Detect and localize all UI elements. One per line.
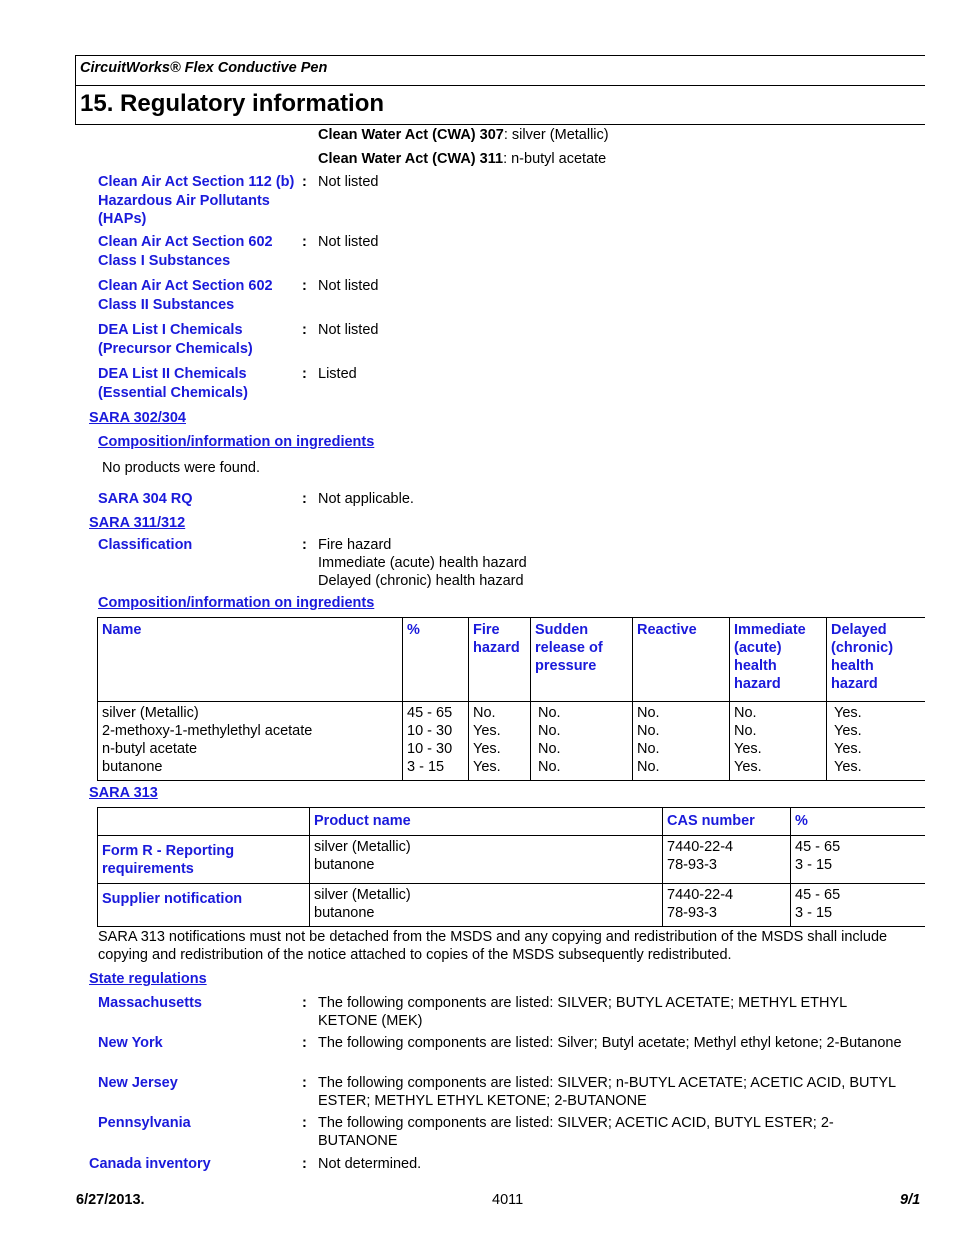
cwa311-line — [318, 150, 606, 168]
caa602-class1-value: Not listed — [318, 234, 379, 250]
classification-values — [318, 536, 918, 590]
col-reactive: Reactive — [633, 618, 730, 702]
sara313-heading: SARA 313 — [89, 785, 158, 801]
colon: : — [302, 1075, 307, 1091]
pct-cell — [791, 836, 926, 884]
canada-label: Canada inventory — [89, 1156, 211, 1172]
cell-value: No. — [538, 705, 561, 721]
cell-value: 7440-22-4 — [667, 839, 734, 855]
cell-value: n-butyl acetate — [102, 741, 198, 757]
pct-cell — [403, 702, 469, 781]
dea-list1-value: Not listed — [318, 322, 379, 338]
new-jersey-value: The following components are listed: SILVER; n-BUTYL ACETATE; ACETIC ACID, BUTYL ESTER; METHYL ETHYL KETONE; 2-BUTANONE — [318, 1075, 896, 1109]
cwa307-value: : silver (Metallic) — [503, 127, 609, 143]
massachusetts-label: Massachusetts — [98, 995, 202, 1011]
cell-value: 78-93-3 — [667, 857, 717, 873]
table-row — [98, 702, 926, 781]
col-pct: % — [791, 808, 926, 836]
cell-value: 7440-22-4 — [667, 887, 734, 903]
colon: : — [302, 278, 307, 294]
no-products-text: No products were found. — [102, 460, 260, 476]
colon: : — [302, 366, 307, 382]
sara304rq-label: SARA 304 RQ — [98, 491, 193, 507]
reactive-cell — [633, 702, 730, 781]
cell-value: 45 - 65 — [407, 705, 453, 721]
colon: : — [302, 995, 307, 1011]
cwa311-value: : n-butyl acetate — [503, 151, 607, 167]
footer-code: 4011 — [492, 1192, 524, 1208]
cell-value: Yes. — [473, 723, 501, 739]
sara311-comp-heading: Composition/information on ingredients — [98, 595, 375, 611]
colon: : — [302, 491, 307, 507]
col-cas: CAS number — [663, 808, 791, 836]
form-r-label: Form R - Reporting requirements — [98, 836, 310, 884]
colon: : — [302, 1115, 307, 1131]
cell-value: butanone — [314, 857, 375, 873]
cell-value: 10 - 30 — [407, 741, 453, 757]
sudden-cell — [531, 702, 633, 781]
pennsylvania-label: Pennsylvania — [98, 1115, 191, 1131]
colon: : — [302, 174, 307, 190]
cell-value: 45 - 65 — [795, 887, 841, 903]
new-jersey-label: New Jersey — [98, 1075, 178, 1091]
names-cell — [98, 702, 403, 781]
supplier-notification-label: Supplier notification — [98, 884, 310, 927]
col-name: Name — [98, 618, 403, 702]
cell-value: Yes. — [834, 723, 862, 739]
sara313-table — [97, 807, 925, 927]
state-heading: State regulations — [89, 971, 207, 987]
classification-item: Fire hazard — [318, 537, 392, 553]
cell-value: silver (Metallic) — [314, 887, 411, 903]
cell-value: No. — [637, 759, 660, 775]
caa602-class2-value: Not listed — [318, 278, 379, 294]
cell-value: 3 - 15 — [795, 905, 833, 921]
dea-list2-value: Listed — [318, 366, 357, 382]
col-fire: Fire hazard — [469, 618, 531, 702]
sara304rq-value: Not applicable. — [318, 491, 414, 507]
cas-cell — [663, 836, 791, 884]
cell-value: Yes. — [834, 741, 862, 757]
cell-value: No. — [538, 759, 561, 775]
cell-value: No. — [473, 705, 496, 721]
canada-value: Not determined. — [318, 1156, 422, 1172]
colon: : — [302, 537, 307, 553]
cas-cell — [663, 884, 791, 927]
cell-value: 78-93-3 — [667, 905, 717, 921]
sara311-heading: SARA 311/312 — [89, 515, 186, 531]
col-immediate: Immediate (acute) health hazard — [730, 618, 827, 702]
cell-value: 3 - 15 — [407, 759, 445, 775]
caa112-value: Not listed — [318, 174, 379, 190]
product-names-cell — [310, 884, 663, 927]
dea-list1-label: DEA List I Chemicals (Precursor Chemicals) — [98, 322, 253, 357]
cell-value: No. — [637, 705, 660, 721]
table-header-row — [98, 808, 926, 836]
new-york-value: The following components are listed: Silver; Butyl acetate; Methyl ethyl ketone; 2-Butanone — [318, 1035, 902, 1051]
caa112-label: Clean Air Act Section 112 (b) Hazardous Air Pollutants (HAPs) — [98, 174, 295, 227]
cell-value: No. — [538, 723, 561, 739]
col-product-name: Product name — [310, 808, 663, 836]
colon: : — [302, 322, 307, 338]
footer-page: 9/1 — [900, 1192, 921, 1208]
table-row — [98, 836, 926, 884]
cell-value: 2-methoxy-1-methylethyl acetate — [102, 723, 313, 739]
cell-value: Yes. — [473, 759, 501, 775]
sara311-table — [97, 617, 925, 781]
sara302-heading: SARA 302/304 — [89, 410, 186, 426]
new-york-label: New York — [98, 1035, 163, 1051]
classification-label: Classification — [98, 537, 193, 553]
cell-value: 3 - 15 — [795, 857, 833, 873]
cell-value: Yes. — [734, 741, 762, 757]
immediate-cell — [730, 702, 827, 781]
colon: : — [302, 234, 307, 250]
caa602-class1-label: Clean Air Act Section 602 Class I Substances — [98, 234, 273, 269]
massachusetts-value: The following components are listed: SILVER; BUTYL ACETATE; METHYL ETHYL KETONE (MEK) — [318, 995, 847, 1029]
colon: : — [302, 1035, 307, 1051]
sara302-comp-heading: Composition/information on ingredients — [98, 434, 375, 450]
table-row — [98, 884, 926, 927]
cell-value: No. — [734, 705, 757, 721]
fire-cell — [469, 702, 531, 781]
sara313-note: SARA 313 notifications must not be detached from the MSDS and any copying and redistribution of the MSDS shall include copying and redistribution of the notice attached to copies of the MSDS subsequently redistributed. — [98, 929, 888, 963]
cell-value: Yes. — [473, 741, 501, 757]
cwa307-line — [318, 126, 609, 144]
delayed-cell — [827, 702, 926, 781]
classification-item: Delayed (chronic) health hazard — [318, 573, 524, 589]
cell-value: No. — [637, 723, 660, 739]
pennsylvania-value: The following components are listed: SILVER; ACETIC ACID, BUTYL ESTER; 2-BUTANONE — [318, 1115, 834, 1149]
table-header-row — [98, 618, 926, 702]
classification-item: Immediate (acute) health hazard — [318, 555, 527, 571]
cell-value: silver (Metallic) — [314, 839, 411, 855]
cell-value: 10 - 30 — [407, 723, 453, 739]
col-pct: % — [403, 618, 469, 702]
product-title: CircuitWorks® Flex Conductive Pen — [80, 60, 328, 76]
dea-list2-label: DEA List II Chemicals (Essential Chemicals) — [98, 366, 248, 401]
cell-value: Yes. — [834, 705, 862, 721]
cell-value: butanone — [102, 759, 163, 775]
cell-value: Yes. — [734, 759, 762, 775]
cell-value: 45 - 65 — [795, 839, 841, 855]
cwa307-label: Clean Water Act (CWA) 307 — [318, 127, 504, 143]
cwa311-label: Clean Water Act (CWA) 311 — [318, 151, 504, 167]
product-names-cell — [310, 836, 663, 884]
footer-date: 6/27/2013. — [76, 1192, 145, 1208]
col-blank — [98, 808, 310, 836]
colon: : — [302, 1156, 307, 1172]
cell-value: No. — [538, 741, 561, 757]
col-delayed: Delayed (chronic) health hazard — [827, 618, 926, 702]
section-title: 15. Regulatory information — [80, 90, 385, 117]
caa602-class2-label: Clean Air Act Section 602 Class II Substances — [98, 278, 273, 313]
cell-value: No. — [734, 723, 757, 739]
cell-value: Yes. — [834, 759, 862, 775]
col-sudden: Sudden release of pressure — [531, 618, 633, 702]
pct-cell — [791, 884, 926, 927]
cell-value: No. — [637, 741, 660, 757]
cell-value: silver (Metallic) — [102, 705, 199, 721]
cell-value: butanone — [314, 905, 375, 921]
